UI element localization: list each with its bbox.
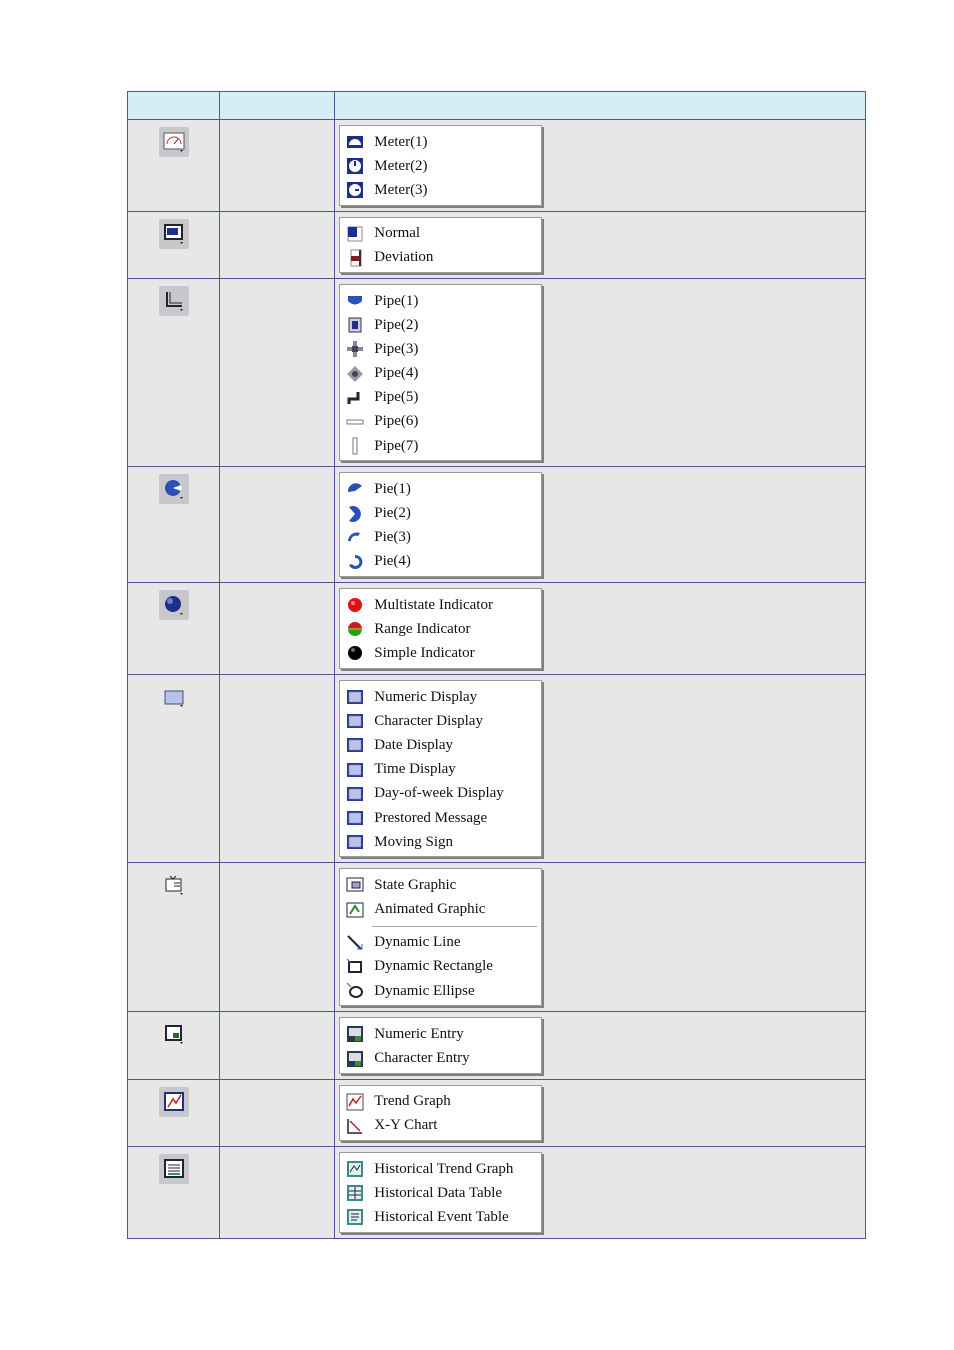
menu-item-label: Meter(2) (374, 157, 428, 174)
menu-item-label: Multistate Indicator (374, 596, 493, 613)
pie-dropdown-menu (339, 472, 542, 577)
object-name-cell (220, 278, 335, 466)
numeric-display-icon (346, 688, 364, 706)
bar-dropdown-menu (339, 217, 542, 273)
toolbar-icon-cell (128, 211, 220, 278)
menu-item-dynamic-ellipse[interactable] (340, 979, 541, 1003)
menu-item-numeric-entry[interactable] (340, 1022, 541, 1046)
menu-item-pipe-4[interactable] (340, 362, 541, 386)
menu-item-simple-indicator[interactable] (340, 641, 541, 665)
menu-item-character-entry[interactable] (340, 1046, 541, 1070)
object-name-cell (220, 120, 335, 212)
historical-trend-graph-icon (346, 1160, 364, 1178)
dynamic-ellipse-icon (346, 982, 364, 1000)
menu-item-pipe-1[interactable] (340, 289, 541, 313)
menu-item-label: Pipe(7) (374, 437, 419, 454)
submenu-cell (335, 278, 866, 466)
meter-dropdown-menu (339, 125, 542, 206)
xy-chart-icon (346, 1117, 364, 1135)
header-cell-icon (128, 92, 220, 120)
menu-item-label: Historical Trend Graph (374, 1160, 514, 1177)
object-name-cell (220, 675, 335, 863)
menu-item-trend-graph[interactable] (340, 1090, 541, 1114)
menu-item-date-display[interactable] (340, 733, 541, 757)
pipe-1-icon (346, 292, 364, 310)
menu-item-numeric-display[interactable] (340, 685, 541, 709)
menu-item-label: Pipe(2) (374, 316, 419, 333)
menu-item-range-indicator[interactable] (340, 617, 541, 641)
menu-item-pie-1[interactable] (340, 477, 541, 501)
date-display-icon (346, 736, 364, 754)
menu-item-label: State Graphic (374, 876, 457, 893)
menu-item-label: Normal (374, 225, 421, 242)
menu-item-pipe-6[interactable] (340, 410, 541, 434)
object-name-cell (220, 1012, 335, 1079)
object-name-cell (220, 1147, 335, 1239)
object-name-cell (220, 583, 335, 675)
pipe-5-icon (346, 389, 364, 407)
pipe-dropdown-menu (339, 284, 542, 461)
menu-item-label: Meter(1) (374, 133, 428, 150)
menu-item-dynamic-line[interactable] (340, 931, 541, 955)
pie-3-icon (346, 529, 364, 547)
menu-item-meter-2[interactable] (340, 154, 541, 178)
moving-sign-icon (346, 833, 364, 851)
submenu-cell (335, 675, 866, 863)
object-name-cell (220, 863, 335, 1012)
menu-item-label: Character Entry (374, 1050, 470, 1067)
menu-item-prestored-message[interactable] (340, 806, 541, 830)
menu-item-label: Pipe(4) (374, 365, 419, 382)
menu-item-label: Character Display (374, 712, 483, 729)
menu-item-label: X-Y Chart (374, 1117, 438, 1134)
deviation-bar-icon (346, 249, 364, 267)
menu-item-normal-bar[interactable] (340, 222, 541, 246)
menu-item-time-display[interactable] (340, 758, 541, 782)
meter-tool-icon[interactable] (159, 127, 189, 157)
toolbar-icon-cell (128, 120, 220, 212)
bar-graph-tool-icon[interactable] (159, 219, 189, 249)
menu-item-dynamic-rectangle[interactable] (340, 955, 541, 979)
submenu-cell (335, 211, 866, 278)
pie-tool-icon[interactable] (159, 474, 189, 504)
pipe-3-icon (346, 340, 364, 358)
menu-item-historical-data-table[interactable] (340, 1181, 541, 1205)
normal-bar-icon (346, 225, 364, 243)
menu-item-label: Historical Data Table (374, 1184, 503, 1201)
submenu-cell (335, 1012, 866, 1079)
table-row-graph (128, 1079, 866, 1146)
table-header-row (128, 92, 866, 120)
menu-item-meter-3[interactable] (340, 178, 541, 202)
menu-item-label: Animated Graphic (374, 901, 486, 918)
indicator-dropdown-menu (339, 588, 542, 669)
menu-item-pipe-7[interactable] (340, 434, 541, 458)
menu-item-label: Pipe(3) (374, 340, 419, 357)
menu-item-pipe-5[interactable] (340, 386, 541, 410)
simple-indicator-icon (346, 644, 364, 662)
toolbar-icon-cell (128, 1079, 220, 1146)
menu-item-meter-1[interactable] (340, 130, 541, 154)
entry-tool-icon[interactable] (159, 1019, 189, 1049)
menu-item-xy-chart[interactable] (340, 1114, 541, 1138)
graphic-tool-icon[interactable] (159, 870, 189, 900)
pie-2-icon (346, 505, 364, 523)
graph-dropdown-menu (339, 1085, 542, 1141)
menu-item-label: Date Display (374, 736, 453, 753)
menu-item-label: Dynamic Rectangle (374, 958, 493, 975)
menu-item-label: Pipe(6) (374, 413, 419, 430)
pie-1-icon (346, 480, 364, 498)
menu-item-label: Dynamic Ellipse (374, 982, 475, 999)
indicator-tool-icon[interactable] (159, 590, 189, 620)
pipe-7-icon (346, 437, 364, 455)
object-name-cell (220, 467, 335, 583)
menu-item-label: Trend Graph (374, 1093, 451, 1110)
menu-item-label: Pipe(5) (374, 389, 419, 406)
menu-item-pipe-2[interactable] (340, 313, 541, 337)
table-row-pie (128, 467, 866, 583)
table-row-bar (128, 211, 866, 278)
toolbar-icon-cell (128, 278, 220, 466)
table-row-indicator (128, 583, 866, 675)
menu-item-label: Numeric Display (374, 688, 478, 705)
menu-item-label: Meter(3) (374, 181, 428, 198)
menu-item-label: Simple Indicator (374, 644, 475, 661)
object-name-cell (220, 1079, 335, 1146)
menu-item-pipe-3[interactable] (340, 337, 541, 361)
meter-2-icon (346, 157, 364, 175)
character-entry-icon (346, 1050, 364, 1068)
menu-item-label: Day-of-week Display (374, 785, 504, 802)
toolbar-icon-cell (128, 583, 220, 675)
menu-item-animated-graphic[interactable] (340, 898, 541, 922)
menu-item-label: Range Indicator (374, 620, 471, 637)
menu-item-moving-sign[interactable] (340, 830, 541, 854)
submenu-cell (335, 1147, 866, 1239)
display-dropdown-menu (339, 680, 542, 857)
pipe-tool-icon[interactable] (159, 286, 189, 316)
submenu-cell (335, 1079, 866, 1146)
header-cell-name (220, 92, 335, 120)
history-dropdown-menu (339, 1152, 542, 1233)
menu-item-label: Prestored Message (374, 809, 488, 826)
toolbar-icon-cell (128, 1147, 220, 1239)
time-display-icon (346, 761, 364, 779)
historical-tool-icon[interactable] (159, 1154, 189, 1184)
submenu-cell (335, 120, 866, 212)
table-row-display (128, 675, 866, 863)
menu-item-day-of-week-display[interactable] (340, 782, 541, 806)
historical-data-table-icon (346, 1184, 364, 1202)
menu-item-label: Deviation (374, 249, 434, 266)
menu-separator (372, 926, 537, 927)
menu-item-label: Pie(3) (374, 529, 411, 546)
table-row-graphic (128, 863, 866, 1012)
pipe-2-icon (346, 316, 364, 334)
object-name-cell (220, 211, 335, 278)
pipe-6-icon (346, 413, 364, 431)
toolbar-icon-cell (128, 675, 220, 863)
menu-item-state-graphic[interactable] (340, 873, 541, 897)
toolbar-icon-cell (128, 863, 220, 1012)
menu-item-label: Pie(4) (374, 553, 411, 570)
menu-item-deviation-bar[interactable] (340, 246, 541, 270)
menu-item-label: Historical Event Table (374, 1208, 509, 1225)
toolbar-icon-cell (128, 1012, 220, 1079)
object-toolbar-table (127, 91, 866, 1239)
menu-item-character-display[interactable] (340, 709, 541, 733)
menu-item-label: Pie(2) (374, 505, 411, 522)
graphic-dropdown-menu (339, 868, 542, 1006)
menu-item-label: Time Display (374, 761, 456, 778)
multistate-indicator-icon (346, 596, 364, 614)
menu-item-label: Pipe(1) (374, 292, 419, 309)
menu-item-pie-2[interactable] (340, 501, 541, 525)
menu-item-label: Pie(1) (374, 480, 411, 497)
menu-item-label: Numeric Entry (374, 1025, 464, 1042)
meter-1-icon (346, 133, 364, 151)
meter-3-icon (346, 181, 364, 199)
menu-item-historical-event-table[interactable] (340, 1205, 541, 1229)
menu-item-multistate-indicator[interactable] (340, 593, 541, 617)
range-indicator-icon (346, 620, 364, 638)
menu-item-label: Dynamic Line (374, 934, 461, 951)
animated-graphic-icon (346, 901, 364, 919)
dynamic-rectangle-icon (346, 958, 364, 976)
header-cell-submenu (335, 92, 866, 120)
graph-tool-icon[interactable] (159, 1087, 189, 1117)
numeric-entry-icon (346, 1025, 364, 1043)
menu-item-label: Moving Sign (374, 833, 454, 850)
entry-dropdown-menu (339, 1017, 542, 1073)
table-row-history (128, 1147, 866, 1239)
day-of-week-display-icon (346, 785, 364, 803)
state-graphic-icon (346, 876, 364, 894)
menu-item-pie-4[interactable] (340, 550, 541, 574)
submenu-cell (335, 467, 866, 583)
display-tool-icon[interactable] (159, 682, 189, 712)
submenu-cell (335, 863, 866, 1012)
historical-event-table-icon (346, 1208, 364, 1226)
trend-graph-icon (346, 1093, 364, 1111)
dynamic-line-icon (346, 934, 364, 952)
table-row-pipe (128, 278, 866, 466)
table-row-meter (128, 120, 866, 212)
menu-item-pie-3[interactable] (340, 526, 541, 550)
table-row-entry (128, 1012, 866, 1079)
prestored-message-icon (346, 809, 364, 827)
submenu-cell (335, 583, 866, 675)
toolbar-icon-cell (128, 467, 220, 583)
menu-item-historical-trend-graph[interactable] (340, 1157, 541, 1181)
character-display-icon (346, 712, 364, 730)
pipe-4-icon (346, 365, 364, 383)
pie-4-icon (346, 553, 364, 571)
